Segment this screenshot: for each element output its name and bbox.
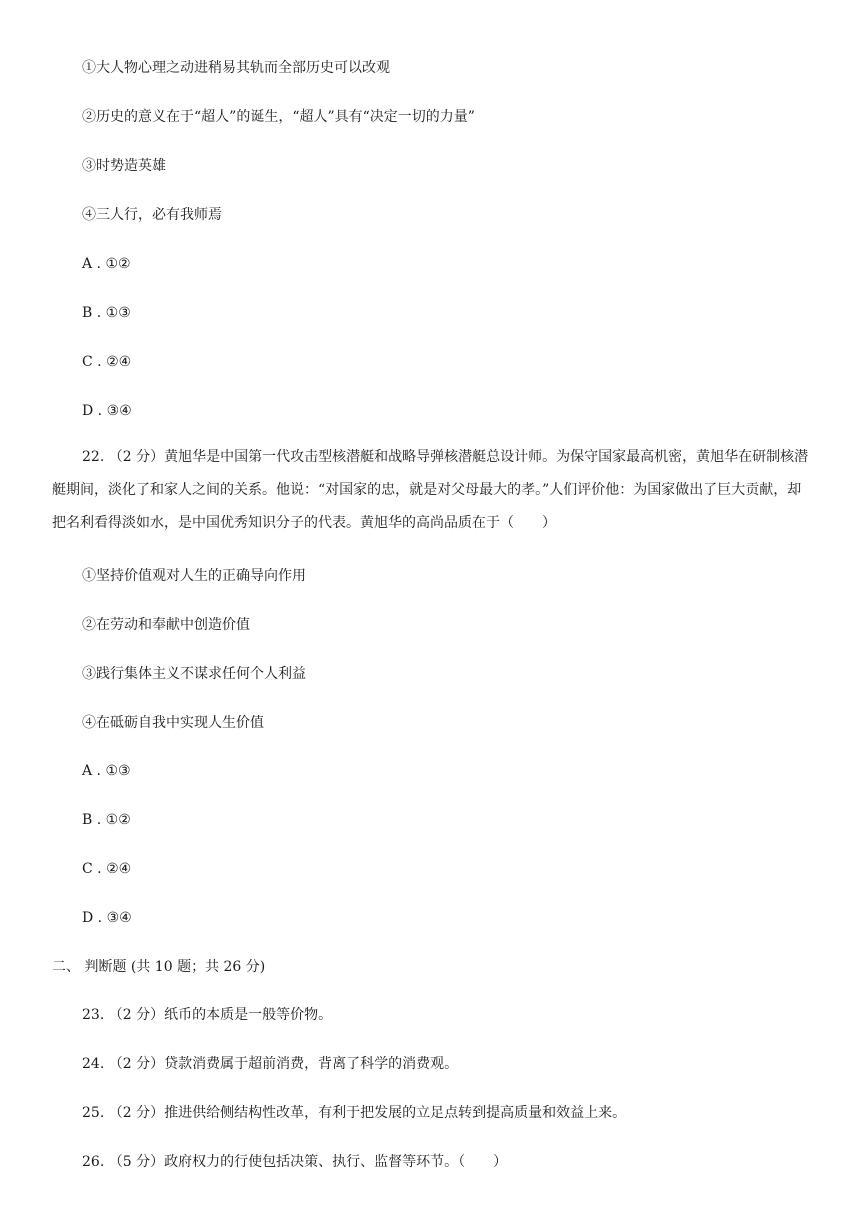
- q21-statement-2: ②历史的意义在于“超人”的诞生，“超人”具有“决定一切的力量”: [82, 109, 475, 125]
- q22-option-c[interactable]: C . ②④: [82, 861, 132, 877]
- q21-option-c[interactable]: C . ②④: [82, 354, 132, 370]
- question-24: 24. （2 分）贷款消费属于超前消费，背离了科学的消费观。: [82, 1056, 459, 1072]
- q21-statement-3: ③时势造英雄: [82, 158, 166, 174]
- q22-stem: 22. （2 分）黄旭华是中国第一代攻击型核潜艇和战略导弹核潜艇总设计师。为保守国家最高机密，黄旭华在研制核潜艇期间，淡化了和家人之间的关系。他说：“对国家的忠，就是对父母最大的孝。”人们评价他：为国家做出了巨大贡献，却把名利看得淡如水，是中国优秀知识分子的代表。黄旭华的高尚品质在于（ ）: [52, 449, 809, 531]
- q22-statement-1: ①坚持价值观对人生的正确导向作用: [82, 568, 306, 584]
- question-26: 26. （5 分）政府权力的行使包括决策、执行、监督等环节。（ ）: [82, 1154, 508, 1170]
- q22-option-d[interactable]: D . ③④: [82, 910, 132, 926]
- q22-option-a[interactable]: A . ①③: [82, 763, 131, 779]
- q21-statement-1: ①大人物心理之动进稍易其轨而全部历史可以改观: [82, 60, 390, 76]
- q21-option-b[interactable]: B . ①③: [82, 305, 131, 321]
- q22-statement-4: ④在砥砺自我中实现人生价值: [82, 715, 264, 731]
- q21-statement-4: ④三人行，必有我师焉: [82, 207, 222, 223]
- q21-option-a[interactable]: A . ①②: [82, 256, 131, 272]
- question-23: 23. （2 分）纸币的本质是一般等价物。: [82, 1007, 333, 1023]
- question-25: 25. （2 分）推进供给侧结构性改革，有利于把发展的立足点转到提高质量和效益上来。: [82, 1105, 627, 1121]
- q22-statement-3: ③践行集体主义不谋求任何个人利益: [82, 666, 306, 682]
- section-heading: 二、 判断题 (共 10 题；共 26 分): [52, 959, 266, 975]
- q22-option-b[interactable]: B . ①②: [82, 812, 131, 828]
- q21-option-d[interactable]: D . ③④: [82, 403, 132, 419]
- q22-statement-2: ②在劳动和奉献中创造价值: [82, 617, 250, 633]
